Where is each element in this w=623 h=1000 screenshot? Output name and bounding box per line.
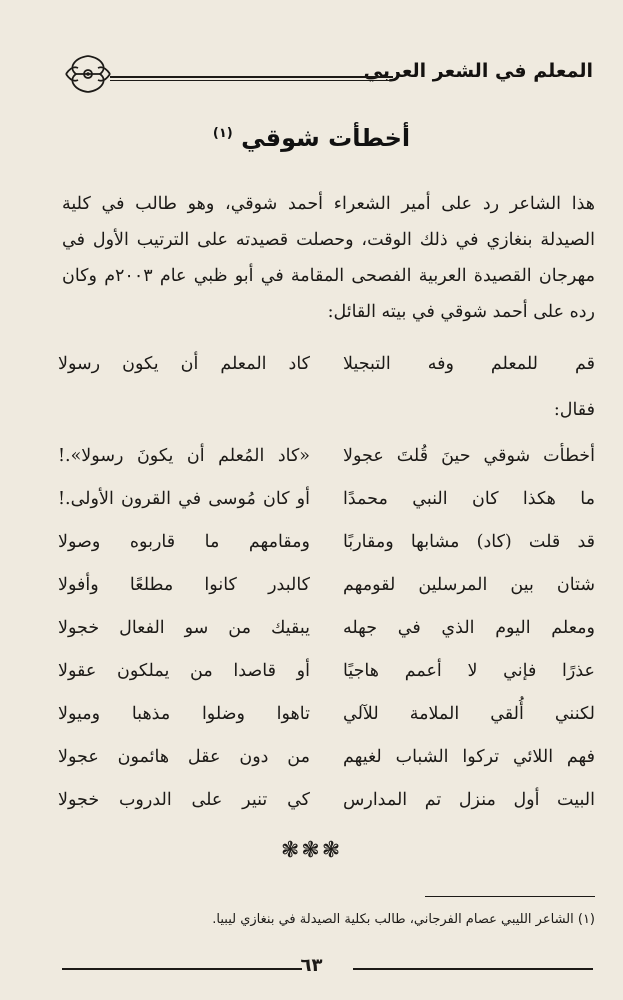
verse-first-hemistich: لكنني أُلقي الملامة للآلي [343, 704, 595, 724]
footnote-rule [425, 896, 595, 897]
verse-first-hemistich: فهم اللائي تركوا الشباب لغيهم [343, 747, 595, 767]
running-header [62, 52, 593, 96]
quoted-verse-second-hemistich: كاد المعلم أن يكون رسولا [58, 354, 310, 374]
verse-second-hemistich: ومقامهم ما قاربوه وصولا [58, 532, 310, 552]
quoted-verse-first-hemistich: قم للمعلم وفه التبجيلا [343, 354, 595, 374]
verse-second-hemistich: من دون عقل هائمون عجولا [58, 747, 310, 767]
verse-second-hemistich: أو قاصدا من يملكون عقولا [58, 661, 310, 681]
header-rule-thin [110, 80, 393, 81]
verse-row [58, 446, 595, 480]
verse-first-hemistich: عذرًا فإني لا أعمم هاجيًا [343, 661, 595, 681]
verse-row [58, 575, 595, 609]
verse-first-hemistich: ما هكذا كان النبي محمدًا [343, 489, 595, 509]
poem-title-text: أخطأت شوقي [241, 124, 411, 152]
verse-row [58, 790, 595, 824]
verse-second-hemistich: أو كان مُوسى في القرون الأولى.! [58, 489, 310, 509]
verse-row [58, 747, 595, 781]
title-footnote-marker: (١) [212, 126, 233, 141]
verse-second-hemistich: «كاد المُعلم أن يكونَ رسولا».! [58, 446, 310, 466]
verse-first-hemistich: أخطأت شوقي حينَ قُلتَ عجولا [343, 446, 595, 466]
verse-first-hemistich: قد قلت (كاد) مشابها ومقاربًا [343, 532, 595, 552]
intro-paragraph: هذا الشاعر رد على أمير الشعراء أحمد شوقي، وهو طالب في كلية الصيدلة بنغازي في ذلك الوقت، وحصلت قصيدته على الترتيب الأول في مهرجان القصيدة العربية الفصحى المقامة في أبو ظبي عام ٢٠٠٣م وكان رده على أحمد شوقي في بيته القائل: [62, 194, 595, 322]
verse-row [58, 661, 595, 695]
verse-first-hemistich: البيت أول منزل تم المدارس [343, 790, 595, 810]
faqal-label: فقال: [553, 400, 595, 420]
verse-row [58, 489, 595, 523]
footnote: (١) الشاعر الليبي عصام الفرجاني، طالب بكلية الصيدلة في بنغازي ليبيا. [212, 912, 595, 927]
verse-second-hemistich: كالبدر كانوا مطلعًا وأفولا [58, 575, 310, 595]
running-title: المعلم في الشعر العربي [363, 60, 593, 82]
verse-row [58, 532, 595, 566]
header-rule [110, 76, 393, 78]
verse-row [58, 704, 595, 738]
quoted-verse [58, 354, 595, 388]
section-separator: ❃❃❃ [280, 838, 343, 863]
verse-second-hemistich: يبقيك من سو الفعال خجولا [58, 618, 310, 638]
page-number: ٦٣ [300, 955, 323, 976]
poem-title [0, 124, 623, 152]
verse-first-hemistich: شتان بين المرسلين لقومهم [343, 575, 595, 595]
verse-row [58, 618, 595, 652]
verse-second-hemistich: تاهوا وضلوا مذهبا وميولا [58, 704, 310, 724]
verse-second-hemistich: كي تنير على الدروب خجولا [58, 790, 310, 810]
verse-first-hemistich: ومعلم اليوم الذي في جهله [343, 618, 595, 638]
floral-ornament-icon [62, 52, 114, 96]
